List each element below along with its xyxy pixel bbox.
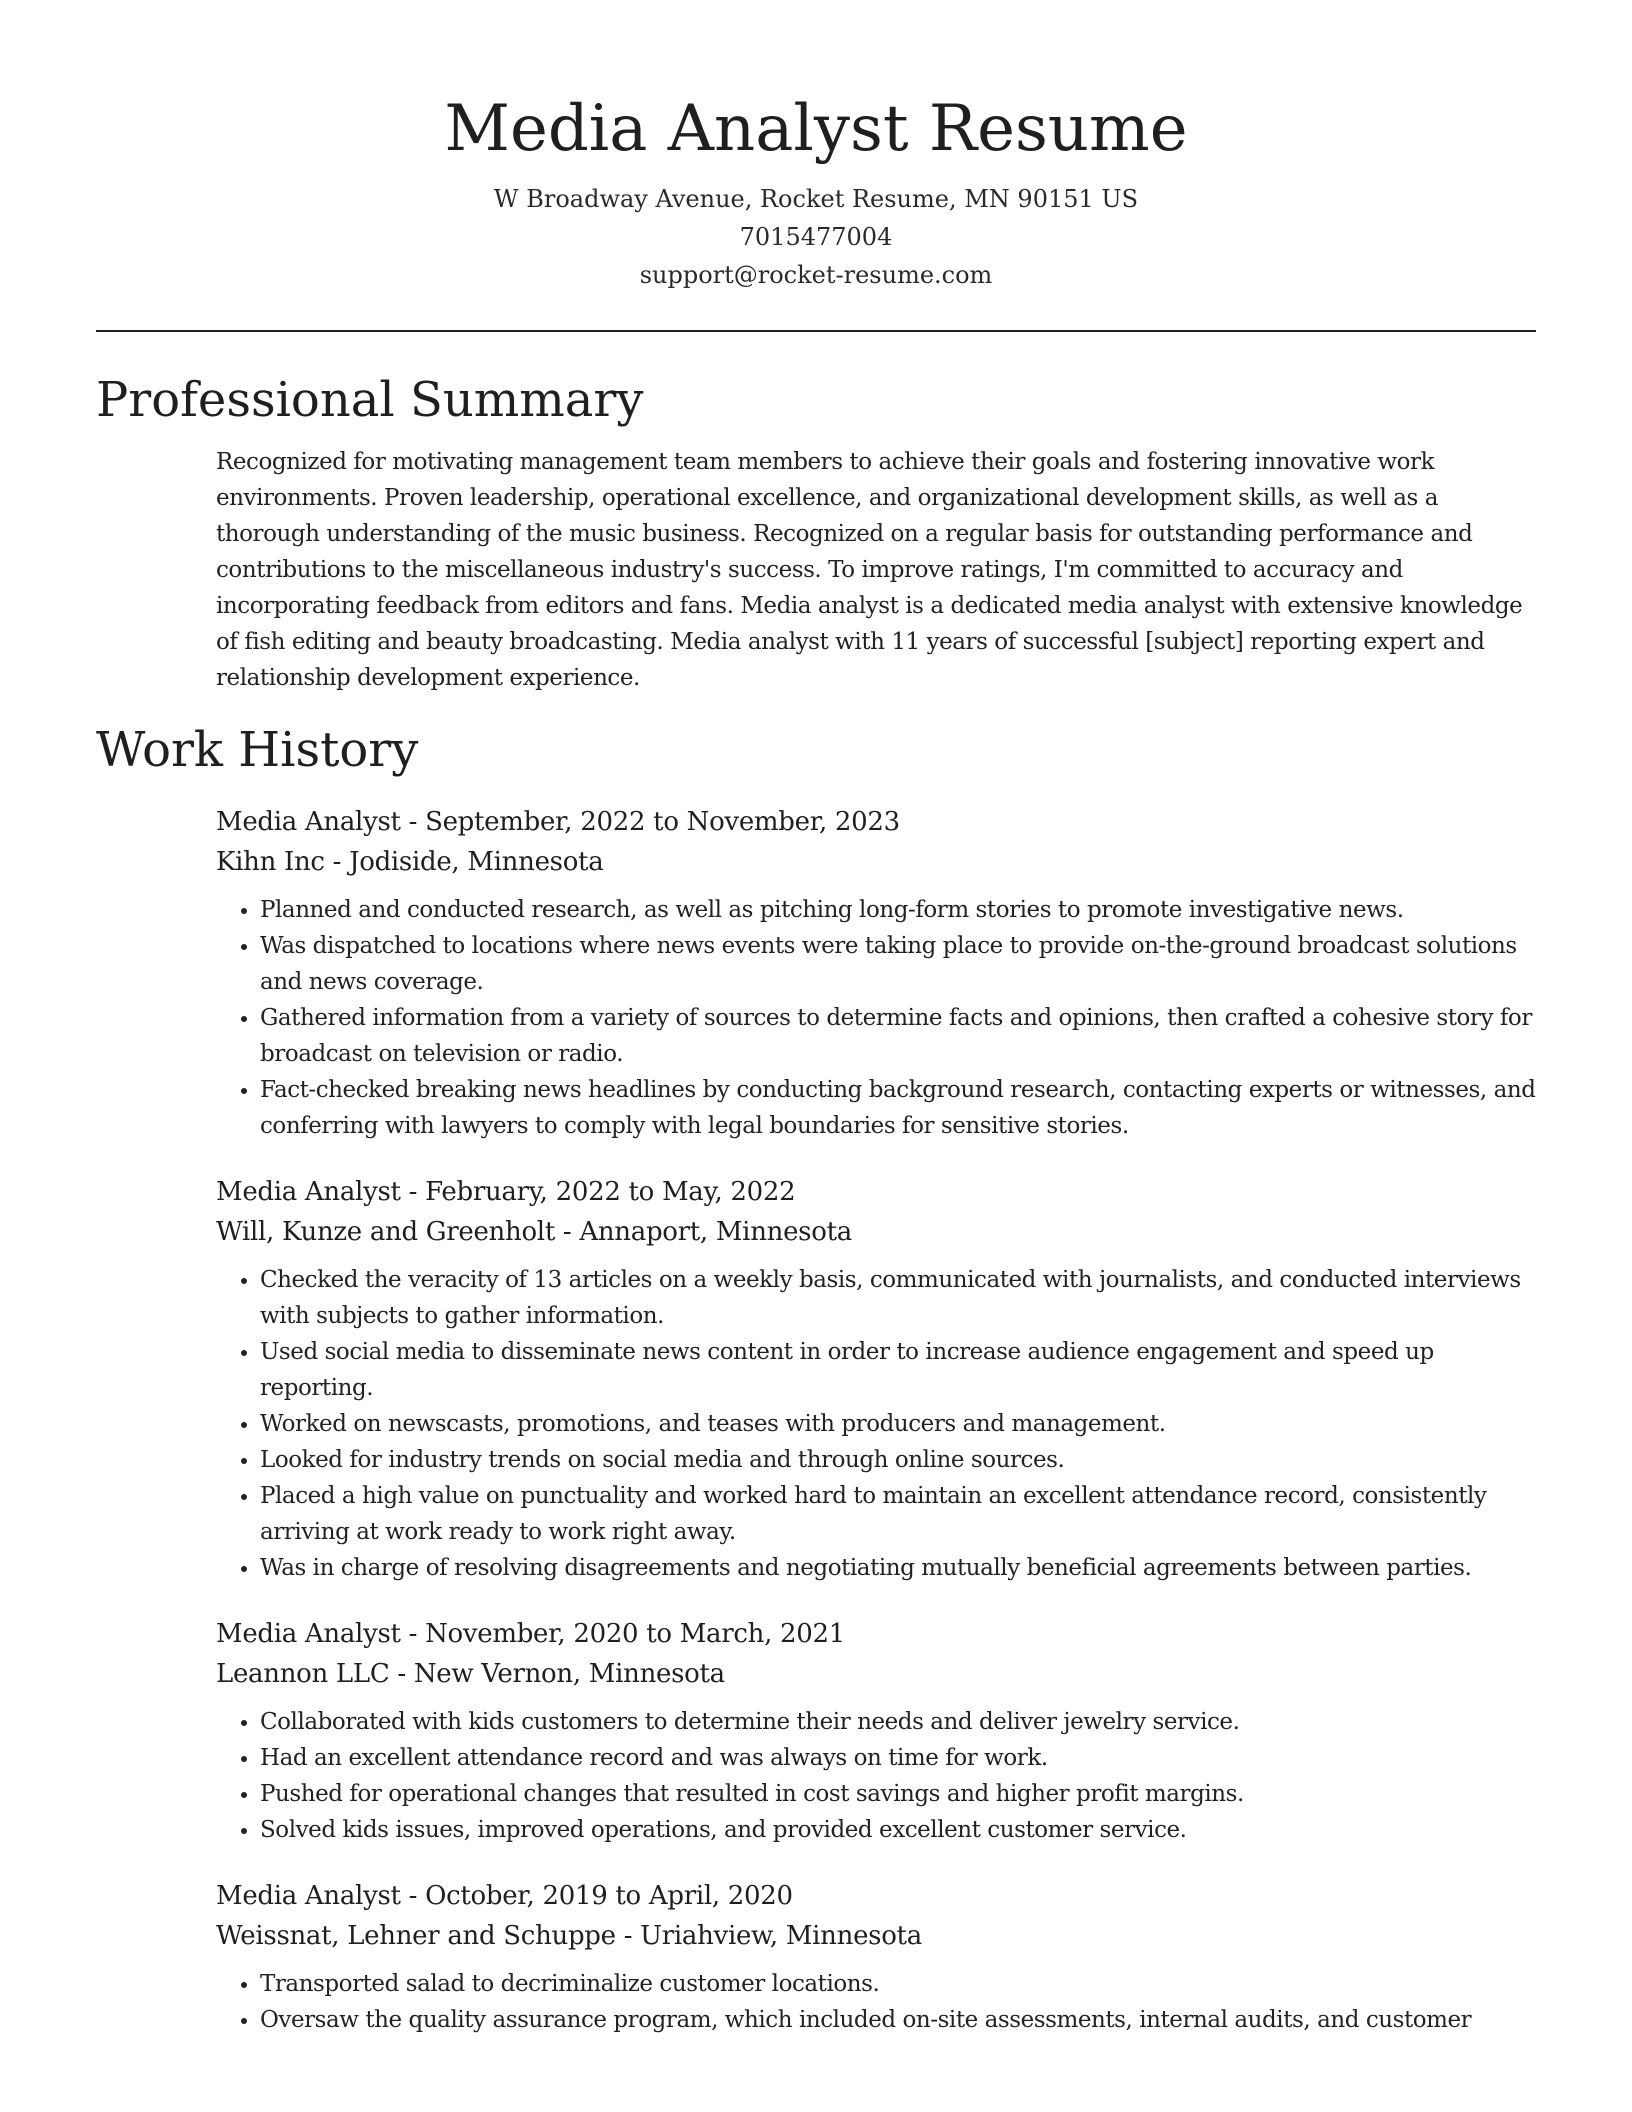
resume-title: Media Analyst Resume: [444, 92, 1188, 166]
job-bullet: • Placed a high value on punctuality and worked hard to maintain an excellent attendance record, consistently arriving at work ready to work right away.: [260, 1478, 1536, 1550]
job-entry: [216, 802, 1536, 1144]
job-bullet: • Was in charge of resolving disagreements and negotiating mutually beneficial agreements between parties.: [260, 1550, 1536, 1586]
job-bullet: • Checked the veracity of 13 articles on a weekly basis, communicated with journalists, and conducted interviews with subjects to gather information.: [260, 1262, 1536, 1334]
contact-block: [96, 180, 1536, 294]
job-bullet-list: [216, 1262, 1536, 1586]
job-dates: - October, 2019 to April, 2020: [400, 1881, 793, 1911]
job-title: Media Analyst: [216, 807, 401, 837]
job-entry: [216, 1172, 1536, 1586]
job-bullet: • Collaborated with kids customers to determine their needs and deliver jewelry service.: [260, 1704, 1536, 1740]
job-bullet: • Was dispatched to locations where news events were taking place to provide on-the-ground broadcast solutions and news coverage.: [260, 928, 1536, 1000]
job-title: Media Analyst: [216, 1619, 401, 1649]
job-location: - Annaport, Minnesota: [554, 1217, 852, 1247]
job-title-line: [216, 802, 1536, 842]
contact-phone: 7015477004: [739, 223, 893, 251]
job-bullet: • Transported salad to decriminalize customer locations.: [260, 1966, 1536, 2002]
job-bullet-list: [216, 1966, 1536, 2038]
job-company-line: [216, 842, 1536, 882]
job-title-line: [216, 1614, 1536, 1654]
job-dates: - September, 2022 to November, 2023: [400, 807, 900, 837]
summary-section: [216, 444, 1536, 696]
job-location: - New Vernon, Minnesota: [389, 1659, 725, 1689]
job-company-line: [216, 1654, 1536, 1694]
job-dates: - February, 2022 to May, 2022: [400, 1177, 796, 1207]
job-company-line: [216, 1212, 1536, 1252]
job-title-line: [216, 1876, 1536, 1916]
job-bullet: • Gathered information from a variety of sources to determine facts and opinions, then crafted a cohesive story for broadcast on television or radio.: [260, 1000, 1536, 1072]
job-bullet: • Looked for industry trends on social media and through online sources.: [260, 1442, 1536, 1478]
contact-address: W Broadway Avenue, Rocket Resume, MN 90151 US: [493, 185, 1139, 213]
job-company: Weissnat, Lehner and Schuppe: [216, 1921, 616, 1951]
job-company: Leannon LLC: [216, 1659, 390, 1689]
job-company-line: [216, 1916, 1536, 1956]
resume-page: [96, 0, 1536, 2038]
job-bullet: • Planned and conducted research, as well as pitching long-form stories to promote investigative news.: [260, 892, 1536, 928]
job-dates: - November, 2020 to March, 2021: [400, 1619, 845, 1649]
job-location: - Jodiside, Minnesota: [324, 847, 604, 877]
summary-text: Recognized for motivating management team members to achieve their goals and fostering innovative work environments. Proven leadership, operational excellence, and organizational development skills, as well as a thorough understanding of the music business. Recognized on a regular basis for outstanding performance and contributions to the miscellaneous industry's success. To improve ratings, I'm committed to accuracy and incorporating feedback from editors and fans. Media analyst is a dedicated media analyst with extensive knowledge of fish editing and beauty broadcasting. Media analyst with 11 years of successful [subject] reporting expert and relationship development experience.: [216, 449, 1523, 691]
job-location: - Uriahview, Minnesota: [615, 1921, 922, 1951]
work-history-section: [216, 802, 1536, 2038]
job-entry: [216, 1614, 1536, 1848]
header-divider: [96, 330, 1536, 332]
job-company: Will, Kunze and Greenholt: [216, 1217, 555, 1247]
job-bullet-list: [216, 892, 1536, 1144]
job-bullet: • Used social media to disseminate news content in order to increase audience engagement and speed up reporting.: [260, 1334, 1536, 1406]
job-title: Media Analyst: [216, 1881, 401, 1911]
contact-email: support@rocket-resume.com: [639, 261, 993, 289]
job-bullet: • Had an excellent attendance record and was always on time for work.: [260, 1740, 1536, 1776]
job-title-line: [216, 1172, 1536, 1212]
job-title: Media Analyst: [216, 1177, 401, 1207]
job-bullet: • Solved kids issues, improved operations, and provided excellent customer service.: [260, 1812, 1536, 1848]
job-bullet: • Pushed for operational changes that resulted in cost savings and higher profit margins.: [260, 1776, 1536, 1812]
job-bullet: • Fact-checked breaking news headlines by conducting background research, contacting experts or witnesses, and conferring with lawyers to comply with legal boundaries for sensitive stories.: [260, 1072, 1536, 1144]
job-entry: [216, 1876, 1536, 2038]
summary-heading: Professional Summary: [96, 372, 644, 428]
job-bullet-list: [216, 1704, 1536, 1848]
job-company: Kihn Inc: [216, 847, 325, 877]
work-history-heading: Work History: [96, 722, 419, 778]
job-bullet: • Oversaw the quality assurance program, which included on-site assessments, internal audits, and customer: [260, 2002, 1536, 2038]
job-bullet: • Worked on newscasts, promotions, and teases with producers and management.: [260, 1406, 1536, 1442]
